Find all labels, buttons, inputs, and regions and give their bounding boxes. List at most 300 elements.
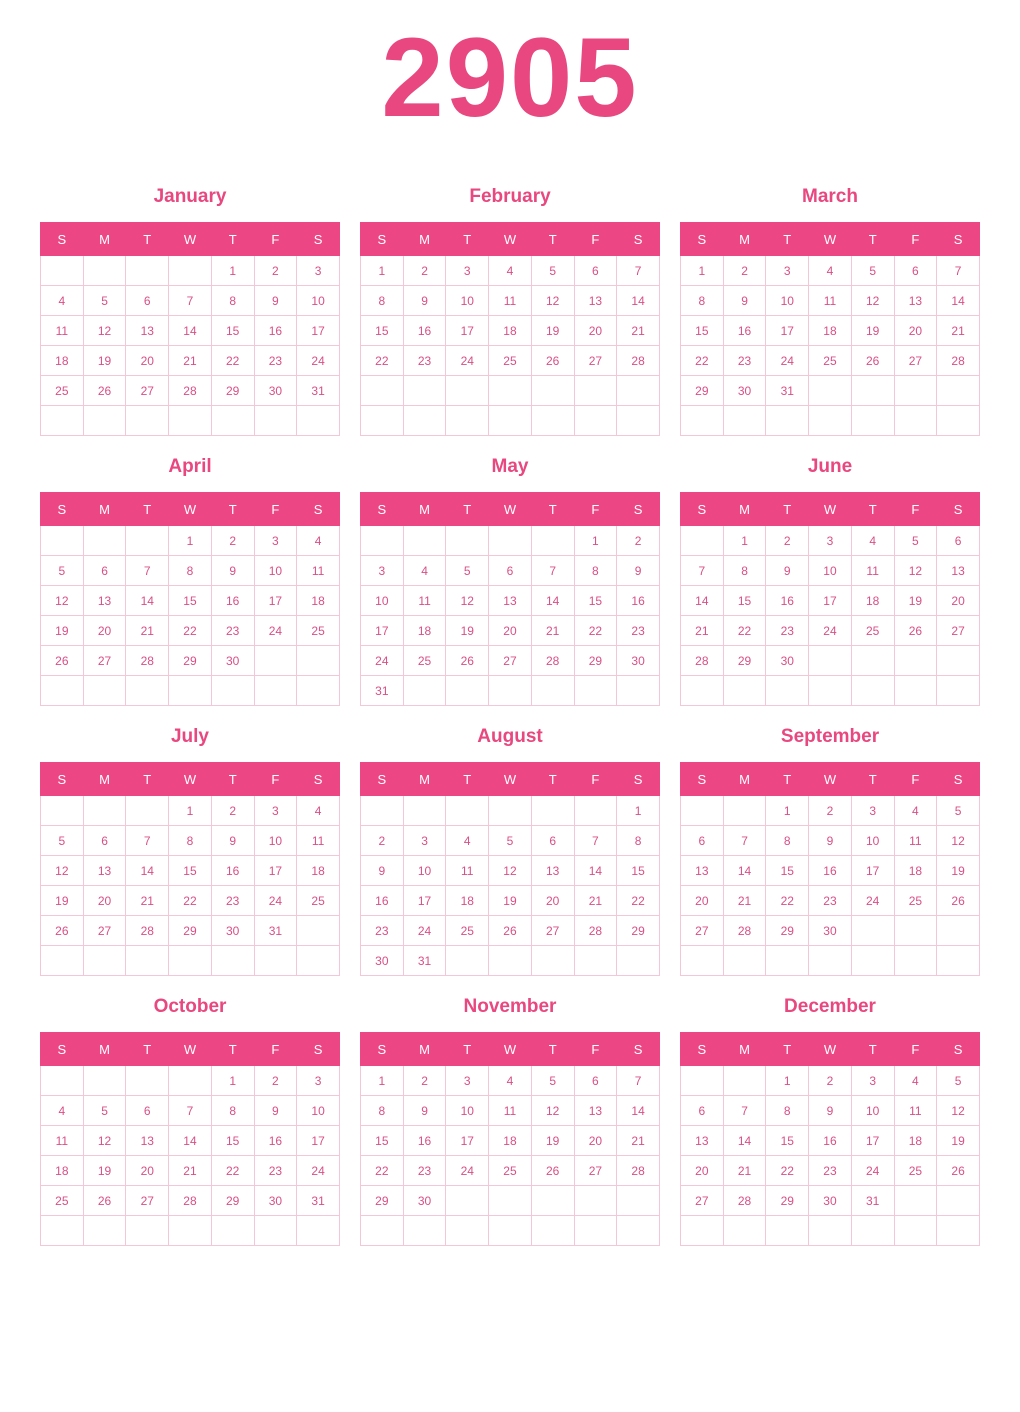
day-cell[interactable]: 16 (766, 586, 809, 616)
day-cell[interactable]: 19 (531, 1126, 574, 1156)
day-cell[interactable]: 26 (83, 1186, 126, 1216)
day-cell[interactable]: 28 (531, 646, 574, 676)
day-cell[interactable]: 3 (851, 1066, 894, 1096)
day-cell[interactable]: 17 (446, 1126, 489, 1156)
day-cell[interactable]: 16 (809, 856, 852, 886)
day-cell[interactable]: 19 (937, 1126, 980, 1156)
day-cell[interactable]: 13 (489, 586, 532, 616)
day-cell[interactable]: 11 (894, 1096, 937, 1126)
day-cell[interactable]: 26 (446, 646, 489, 676)
day-cell[interactable]: 4 (297, 796, 340, 826)
day-cell[interactable]: 31 (851, 1186, 894, 1216)
day-cell[interactable]: 27 (83, 646, 126, 676)
day-cell[interactable]: 22 (169, 616, 212, 646)
day-cell[interactable]: 24 (766, 346, 809, 376)
day-cell[interactable]: 30 (617, 646, 660, 676)
day-cell[interactable]: 17 (254, 856, 297, 886)
day-cell[interactable]: 1 (211, 256, 254, 286)
day-cell[interactable]: 21 (723, 1156, 766, 1186)
day-cell[interactable]: 22 (617, 886, 660, 916)
day-cell[interactable]: 5 (489, 826, 532, 856)
day-cell[interactable]: 11 (297, 826, 340, 856)
day-cell[interactable]: 3 (446, 1066, 489, 1096)
day-cell[interactable]: 25 (809, 346, 852, 376)
day-cell[interactable]: 9 (809, 826, 852, 856)
day-cell[interactable]: 16 (361, 886, 404, 916)
day-cell[interactable]: 17 (361, 616, 404, 646)
day-cell[interactable]: 10 (851, 1096, 894, 1126)
day-cell[interactable]: 14 (531, 586, 574, 616)
day-cell[interactable]: 5 (531, 1066, 574, 1096)
day-cell[interactable]: 16 (403, 1126, 446, 1156)
day-cell[interactable]: 8 (766, 826, 809, 856)
day-cell[interactable]: 7 (723, 826, 766, 856)
day-cell[interactable]: 1 (361, 1066, 404, 1096)
day-cell[interactable]: 28 (169, 376, 212, 406)
day-cell[interactable]: 7 (617, 1066, 660, 1096)
day-cell[interactable]: 6 (531, 826, 574, 856)
day-cell[interactable]: 18 (297, 586, 340, 616)
day-cell[interactable]: 8 (169, 826, 212, 856)
day-cell[interactable]: 20 (83, 616, 126, 646)
day-cell[interactable]: 25 (446, 916, 489, 946)
day-cell[interactable]: 8 (681, 286, 724, 316)
day-cell[interactable]: 29 (681, 376, 724, 406)
day-cell[interactable]: 23 (211, 886, 254, 916)
day-cell[interactable]: 2 (809, 796, 852, 826)
day-cell[interactable]: 4 (446, 826, 489, 856)
day-cell[interactable]: 31 (361, 676, 404, 706)
day-cell[interactable]: 28 (681, 646, 724, 676)
day-cell[interactable]: 20 (574, 1126, 617, 1156)
day-cell[interactable]: 21 (681, 616, 724, 646)
day-cell[interactable]: 2 (723, 256, 766, 286)
day-cell[interactable]: 14 (574, 856, 617, 886)
day-cell[interactable]: 10 (254, 556, 297, 586)
day-cell[interactable]: 27 (894, 346, 937, 376)
day-cell[interactable]: 2 (254, 256, 297, 286)
day-cell[interactable]: 17 (766, 316, 809, 346)
day-cell[interactable]: 16 (723, 316, 766, 346)
day-cell[interactable]: 9 (211, 826, 254, 856)
day-cell[interactable]: 13 (83, 856, 126, 886)
day-cell[interactable]: 5 (41, 556, 84, 586)
day-cell[interactable]: 3 (361, 556, 404, 586)
day-cell[interactable]: 15 (766, 1126, 809, 1156)
day-cell[interactable]: 22 (361, 346, 404, 376)
day-cell[interactable]: 31 (297, 1186, 340, 1216)
day-cell[interactable]: 7 (617, 256, 660, 286)
day-cell[interactable]: 20 (894, 316, 937, 346)
day-cell[interactable]: 30 (403, 1186, 446, 1216)
day-cell[interactable]: 18 (809, 316, 852, 346)
day-cell[interactable]: 3 (766, 256, 809, 286)
day-cell[interactable]: 24 (809, 616, 852, 646)
day-cell[interactable]: 20 (126, 346, 169, 376)
day-cell[interactable]: 15 (361, 316, 404, 346)
day-cell[interactable]: 25 (403, 646, 446, 676)
day-cell[interactable]: 7 (531, 556, 574, 586)
day-cell[interactable]: 12 (851, 286, 894, 316)
day-cell[interactable]: 5 (446, 556, 489, 586)
day-cell[interactable]: 2 (361, 826, 404, 856)
day-cell[interactable]: 9 (766, 556, 809, 586)
day-cell[interactable]: 30 (211, 916, 254, 946)
day-cell[interactable]: 27 (126, 376, 169, 406)
day-cell[interactable]: 17 (297, 316, 340, 346)
day-cell[interactable]: 15 (617, 856, 660, 886)
day-cell[interactable]: 28 (574, 916, 617, 946)
day-cell[interactable]: 15 (681, 316, 724, 346)
day-cell[interactable]: 26 (851, 346, 894, 376)
day-cell[interactable]: 11 (403, 586, 446, 616)
day-cell[interactable]: 11 (489, 1096, 532, 1126)
day-cell[interactable]: 30 (254, 1186, 297, 1216)
day-cell[interactable]: 21 (723, 886, 766, 916)
day-cell[interactable]: 18 (489, 1126, 532, 1156)
day-cell[interactable]: 18 (894, 856, 937, 886)
day-cell[interactable]: 25 (297, 616, 340, 646)
day-cell[interactable]: 21 (126, 616, 169, 646)
day-cell[interactable]: 19 (446, 616, 489, 646)
day-cell[interactable]: 23 (254, 346, 297, 376)
day-cell[interactable]: 4 (894, 1066, 937, 1096)
day-cell[interactable]: 30 (766, 646, 809, 676)
day-cell[interactable]: 12 (937, 1096, 980, 1126)
day-cell[interactable]: 18 (489, 316, 532, 346)
day-cell[interactable]: 23 (403, 346, 446, 376)
day-cell[interactable]: 21 (169, 346, 212, 376)
day-cell[interactable]: 7 (681, 556, 724, 586)
day-cell[interactable]: 14 (169, 1126, 212, 1156)
day-cell[interactable]: 31 (254, 916, 297, 946)
day-cell[interactable]: 14 (126, 586, 169, 616)
day-cell[interactable]: 25 (894, 1156, 937, 1186)
day-cell[interactable]: 22 (211, 346, 254, 376)
day-cell[interactable]: 9 (809, 1096, 852, 1126)
day-cell[interactable]: 13 (126, 316, 169, 346)
day-cell[interactable]: 17 (446, 316, 489, 346)
day-cell[interactable]: 3 (254, 526, 297, 556)
day-cell[interactable]: 23 (361, 916, 404, 946)
day-cell[interactable]: 22 (766, 886, 809, 916)
day-cell[interactable]: 14 (723, 856, 766, 886)
day-cell[interactable]: 1 (617, 796, 660, 826)
day-cell[interactable]: 6 (126, 286, 169, 316)
day-cell[interactable]: 14 (126, 856, 169, 886)
day-cell[interactable]: 24 (254, 616, 297, 646)
day-cell[interactable]: 4 (851, 526, 894, 556)
day-cell[interactable]: 9 (361, 856, 404, 886)
day-cell[interactable]: 24 (297, 346, 340, 376)
day-cell[interactable]: 16 (809, 1126, 852, 1156)
day-cell[interactable]: 29 (169, 916, 212, 946)
day-cell[interactable]: 22 (766, 1156, 809, 1186)
day-cell[interactable]: 30 (361, 946, 404, 976)
day-cell[interactable]: 3 (297, 256, 340, 286)
day-cell[interactable]: 10 (446, 286, 489, 316)
day-cell[interactable]: 21 (169, 1156, 212, 1186)
day-cell[interactable]: 6 (126, 1096, 169, 1126)
day-cell[interactable]: 2 (809, 1066, 852, 1096)
day-cell[interactable]: 14 (617, 286, 660, 316)
day-cell[interactable]: 24 (851, 886, 894, 916)
day-cell[interactable]: 27 (83, 916, 126, 946)
day-cell[interactable]: 7 (574, 826, 617, 856)
day-cell[interactable]: 7 (169, 1096, 212, 1126)
day-cell[interactable]: 25 (297, 886, 340, 916)
day-cell[interactable]: 31 (297, 376, 340, 406)
day-cell[interactable]: 1 (723, 526, 766, 556)
day-cell[interactable]: 28 (169, 1186, 212, 1216)
day-cell[interactable]: 24 (297, 1156, 340, 1186)
day-cell[interactable]: 9 (617, 556, 660, 586)
day-cell[interactable]: 29 (617, 916, 660, 946)
day-cell[interactable]: 22 (723, 616, 766, 646)
day-cell[interactable]: 13 (894, 286, 937, 316)
day-cell[interactable]: 19 (851, 316, 894, 346)
day-cell[interactable]: 5 (937, 1066, 980, 1096)
day-cell[interactable]: 21 (574, 886, 617, 916)
day-cell[interactable]: 18 (297, 856, 340, 886)
day-cell[interactable]: 18 (41, 1156, 84, 1186)
day-cell[interactable]: 21 (937, 316, 980, 346)
day-cell[interactable]: 6 (681, 1096, 724, 1126)
day-cell[interactable]: 20 (681, 886, 724, 916)
day-cell[interactable]: 13 (83, 586, 126, 616)
day-cell[interactable]: 3 (809, 526, 852, 556)
day-cell[interactable]: 13 (937, 556, 980, 586)
day-cell[interactable]: 19 (531, 316, 574, 346)
day-cell[interactable]: 1 (574, 526, 617, 556)
day-cell[interactable]: 1 (169, 796, 212, 826)
day-cell[interactable]: 16 (403, 316, 446, 346)
day-cell[interactable]: 24 (446, 1156, 489, 1186)
day-cell[interactable]: 9 (403, 286, 446, 316)
day-cell[interactable]: 8 (617, 826, 660, 856)
day-cell[interactable]: 2 (211, 796, 254, 826)
day-cell[interactable]: 25 (894, 886, 937, 916)
day-cell[interactable]: 1 (681, 256, 724, 286)
day-cell[interactable]: 18 (446, 886, 489, 916)
day-cell[interactable]: 22 (574, 616, 617, 646)
day-cell[interactable]: 28 (617, 346, 660, 376)
day-cell[interactable]: 27 (681, 916, 724, 946)
day-cell[interactable]: 2 (403, 1066, 446, 1096)
day-cell[interactable]: 24 (361, 646, 404, 676)
day-cell[interactable]: 3 (446, 256, 489, 286)
day-cell[interactable]: 29 (211, 376, 254, 406)
day-cell[interactable]: 2 (254, 1066, 297, 1096)
day-cell[interactable]: 15 (574, 586, 617, 616)
day-cell[interactable]: 12 (894, 556, 937, 586)
day-cell[interactable]: 28 (937, 346, 980, 376)
day-cell[interactable]: 6 (574, 1066, 617, 1096)
day-cell[interactable]: 1 (169, 526, 212, 556)
day-cell[interactable]: 10 (446, 1096, 489, 1126)
day-cell[interactable]: 14 (723, 1126, 766, 1156)
day-cell[interactable]: 8 (211, 1096, 254, 1126)
day-cell[interactable]: 13 (574, 1096, 617, 1126)
day-cell[interactable]: 10 (254, 826, 297, 856)
day-cell[interactable]: 25 (851, 616, 894, 646)
day-cell[interactable]: 6 (681, 826, 724, 856)
day-cell[interactable]: 31 (403, 946, 446, 976)
day-cell[interactable]: 26 (531, 346, 574, 376)
day-cell[interactable]: 1 (211, 1066, 254, 1096)
day-cell[interactable]: 20 (489, 616, 532, 646)
day-cell[interactable]: 1 (361, 256, 404, 286)
day-cell[interactable]: 26 (531, 1156, 574, 1186)
day-cell[interactable]: 4 (41, 1096, 84, 1126)
day-cell[interactable]: 15 (766, 856, 809, 886)
day-cell[interactable]: 23 (809, 1156, 852, 1186)
day-cell[interactable]: 28 (723, 916, 766, 946)
day-cell[interactable]: 25 (41, 1186, 84, 1216)
day-cell[interactable]: 10 (361, 586, 404, 616)
day-cell[interactable]: 21 (617, 316, 660, 346)
day-cell[interactable]: 15 (723, 586, 766, 616)
day-cell[interactable]: 30 (211, 646, 254, 676)
day-cell[interactable]: 13 (531, 856, 574, 886)
day-cell[interactable]: 10 (297, 286, 340, 316)
day-cell[interactable]: 11 (297, 556, 340, 586)
day-cell[interactable]: 13 (681, 1126, 724, 1156)
day-cell[interactable]: 1 (766, 1066, 809, 1096)
day-cell[interactable]: 16 (211, 856, 254, 886)
day-cell[interactable]: 3 (254, 796, 297, 826)
day-cell[interactable]: 23 (809, 886, 852, 916)
day-cell[interactable]: 19 (489, 886, 532, 916)
day-cell[interactable]: 26 (894, 616, 937, 646)
day-cell[interactable]: 21 (126, 886, 169, 916)
day-cell[interactable]: 4 (403, 556, 446, 586)
day-cell[interactable]: 26 (937, 886, 980, 916)
day-cell[interactable]: 8 (361, 1096, 404, 1126)
day-cell[interactable]: 23 (617, 616, 660, 646)
day-cell[interactable]: 12 (41, 586, 84, 616)
day-cell[interactable]: 17 (851, 856, 894, 886)
day-cell[interactable]: 24 (403, 916, 446, 946)
day-cell[interactable]: 17 (403, 886, 446, 916)
day-cell[interactable]: 8 (361, 286, 404, 316)
day-cell[interactable]: 15 (169, 586, 212, 616)
day-cell[interactable]: 17 (254, 586, 297, 616)
day-cell[interactable]: 26 (83, 376, 126, 406)
day-cell[interactable]: 12 (489, 856, 532, 886)
day-cell[interactable]: 22 (681, 346, 724, 376)
day-cell[interactable]: 11 (41, 316, 84, 346)
day-cell[interactable]: 18 (41, 346, 84, 376)
day-cell[interactable]: 29 (766, 1186, 809, 1216)
day-cell[interactable]: 31 (766, 376, 809, 406)
day-cell[interactable]: 29 (574, 646, 617, 676)
day-cell[interactable]: 12 (937, 826, 980, 856)
day-cell[interactable]: 5 (41, 826, 84, 856)
day-cell[interactable]: 19 (83, 346, 126, 376)
day-cell[interactable]: 23 (211, 616, 254, 646)
day-cell[interactable]: 29 (211, 1186, 254, 1216)
day-cell[interactable]: 18 (403, 616, 446, 646)
day-cell[interactable]: 28 (126, 916, 169, 946)
day-cell[interactable]: 8 (169, 556, 212, 586)
day-cell[interactable]: 23 (254, 1156, 297, 1186)
day-cell[interactable]: 22 (169, 886, 212, 916)
day-cell[interactable]: 29 (766, 916, 809, 946)
day-cell[interactable]: 6 (489, 556, 532, 586)
day-cell[interactable]: 4 (489, 1066, 532, 1096)
day-cell[interactable]: 5 (83, 1096, 126, 1126)
day-cell[interactable]: 27 (681, 1186, 724, 1216)
day-cell[interactable]: 9 (723, 286, 766, 316)
day-cell[interactable]: 6 (894, 256, 937, 286)
day-cell[interactable]: 7 (126, 826, 169, 856)
day-cell[interactable]: 4 (894, 796, 937, 826)
day-cell[interactable]: 16 (254, 1126, 297, 1156)
day-cell[interactable]: 5 (937, 796, 980, 826)
day-cell[interactable]: 12 (446, 586, 489, 616)
day-cell[interactable]: 25 (489, 346, 532, 376)
day-cell[interactable]: 27 (531, 916, 574, 946)
day-cell[interactable]: 25 (489, 1156, 532, 1186)
day-cell[interactable]: 7 (723, 1096, 766, 1126)
day-cell[interactable]: 13 (126, 1126, 169, 1156)
day-cell[interactable]: 19 (83, 1156, 126, 1186)
day-cell[interactable]: 9 (254, 1096, 297, 1126)
day-cell[interactable]: 14 (937, 286, 980, 316)
day-cell[interactable]: 11 (809, 286, 852, 316)
day-cell[interactable]: 4 (297, 526, 340, 556)
day-cell[interactable]: 15 (361, 1126, 404, 1156)
day-cell[interactable]: 29 (723, 646, 766, 676)
day-cell[interactable]: 19 (894, 586, 937, 616)
day-cell[interactable]: 20 (681, 1156, 724, 1186)
day-cell[interactable]: 29 (169, 646, 212, 676)
day-cell[interactable]: 22 (361, 1156, 404, 1186)
day-cell[interactable]: 16 (617, 586, 660, 616)
day-cell[interactable]: 27 (937, 616, 980, 646)
day-cell[interactable]: 4 (809, 256, 852, 286)
day-cell[interactable]: 12 (531, 1096, 574, 1126)
day-cell[interactable]: 11 (851, 556, 894, 586)
day-cell[interactable]: 3 (297, 1066, 340, 1096)
day-cell[interactable]: 6 (83, 826, 126, 856)
day-cell[interactable]: 1 (766, 796, 809, 826)
day-cell[interactable]: 28 (617, 1156, 660, 1186)
day-cell[interactable]: 14 (617, 1096, 660, 1126)
day-cell[interactable]: 22 (211, 1156, 254, 1186)
day-cell[interactable]: 19 (937, 856, 980, 886)
day-cell[interactable]: 27 (574, 1156, 617, 1186)
day-cell[interactable]: 26 (937, 1156, 980, 1186)
day-cell[interactable]: 21 (617, 1126, 660, 1156)
day-cell[interactable]: 28 (126, 646, 169, 676)
day-cell[interactable]: 20 (574, 316, 617, 346)
day-cell[interactable]: 23 (766, 616, 809, 646)
day-cell[interactable]: 9 (211, 556, 254, 586)
day-cell[interactable]: 6 (83, 556, 126, 586)
day-cell[interactable]: 2 (403, 256, 446, 286)
day-cell[interactable]: 11 (894, 826, 937, 856)
day-cell[interactable]: 17 (297, 1126, 340, 1156)
day-cell[interactable]: 23 (723, 346, 766, 376)
day-cell[interactable]: 15 (169, 856, 212, 886)
day-cell[interactable]: 3 (403, 826, 446, 856)
day-cell[interactable]: 30 (723, 376, 766, 406)
day-cell[interactable]: 10 (297, 1096, 340, 1126)
day-cell[interactable]: 23 (403, 1156, 446, 1186)
day-cell[interactable]: 17 (809, 586, 852, 616)
